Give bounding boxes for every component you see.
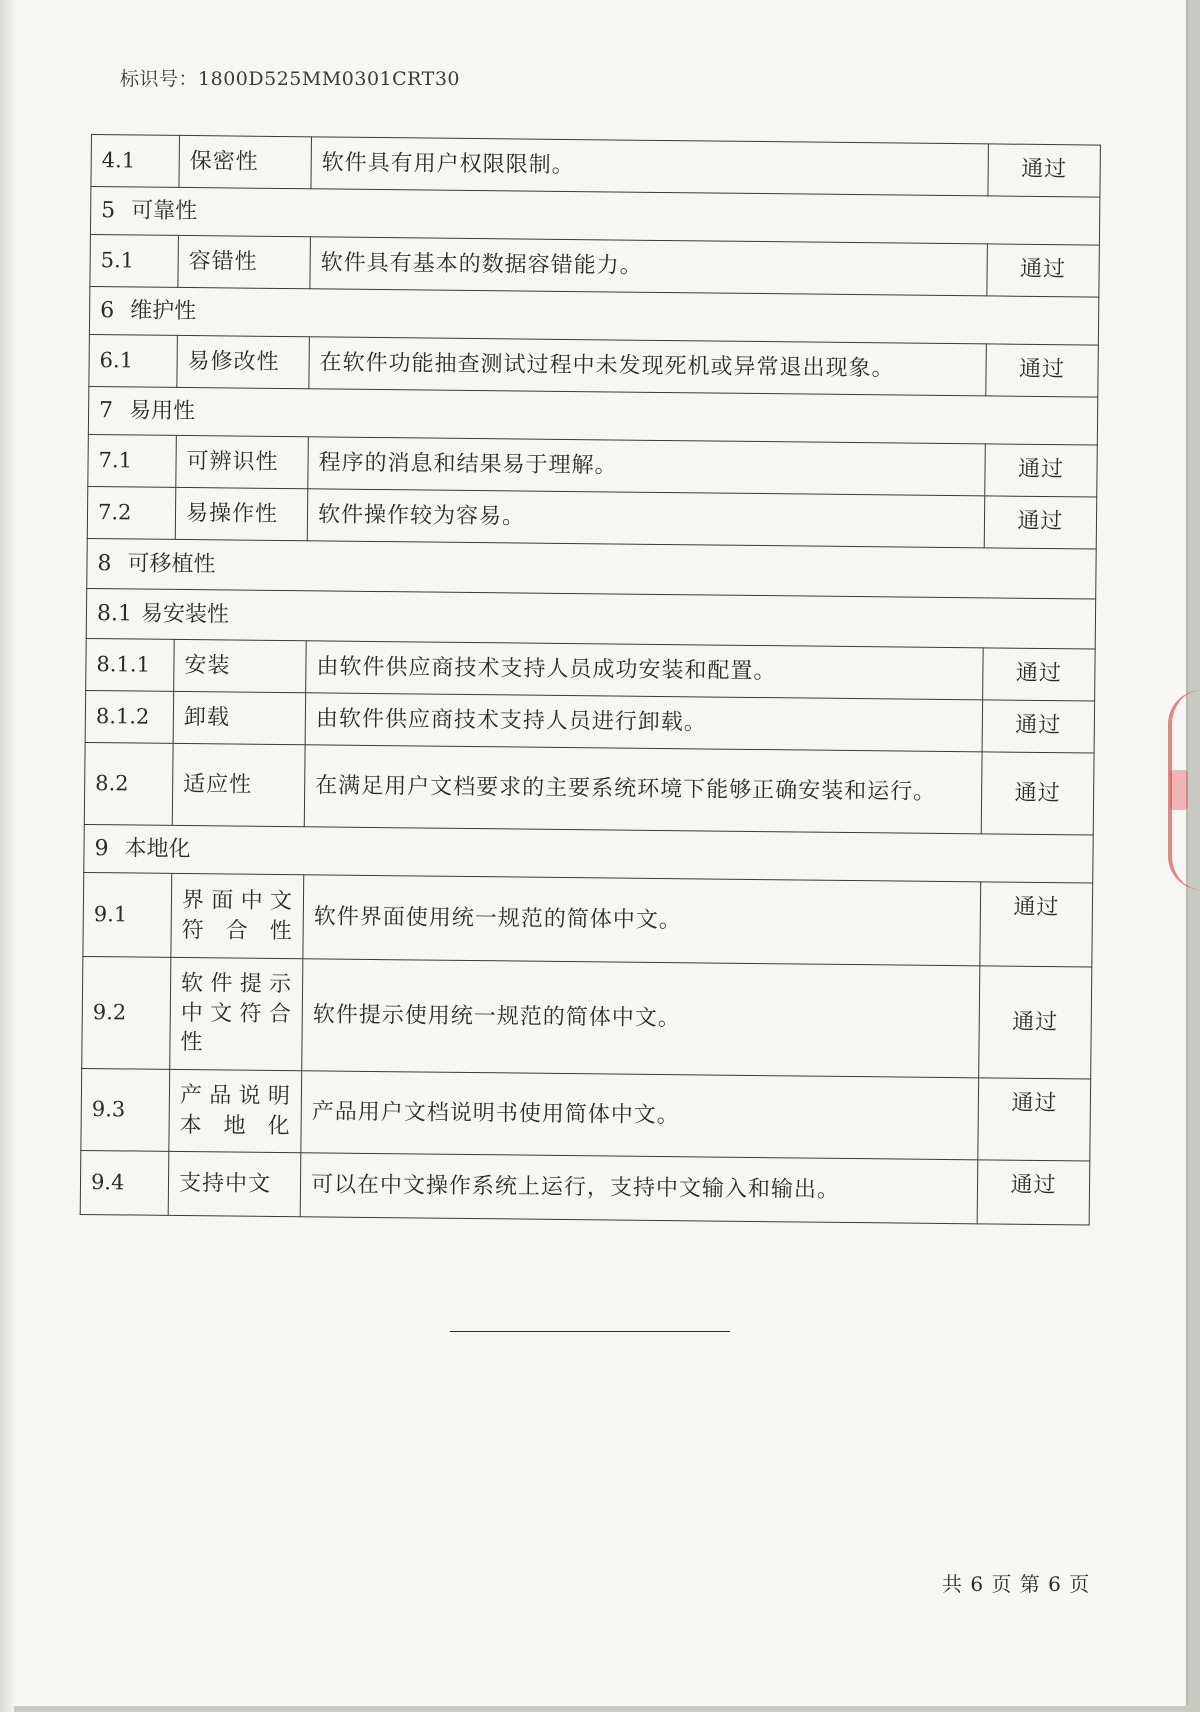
item-result: 通过 [983, 648, 1096, 701]
item-number: 8.1.2 [85, 690, 174, 743]
section-title: 可靠性 [131, 198, 198, 224]
item-name: 支持中文 [168, 1151, 301, 1216]
section-number: 7 [98, 397, 114, 423]
item-number: 7.2 [87, 486, 176, 539]
item-number: 4.1 [91, 135, 180, 188]
item-result: 通过 [978, 1078, 1091, 1161]
item-name: 适应性 [172, 743, 305, 826]
table-row [80, 1150, 1090, 1225]
item-result: 通过 [987, 244, 1100, 297]
item-result: 通过 [988, 144, 1101, 197]
item-description: 软件界面使用统一规范的简体中文。 [303, 875, 981, 966]
item-name: 卸载 [173, 691, 306, 744]
item-name: 可辨识性 [176, 435, 309, 488]
table-row [82, 956, 1092, 1079]
section-number: 6 [100, 297, 115, 323]
item-description: 产品用户文档说明书使用简体中文。 [301, 1071, 979, 1160]
red-seal-stamp-mark [1170, 770, 1188, 810]
item-number: 6.1 [89, 334, 178, 387]
test-results-table [80, 134, 1101, 1226]
item-name: 易操作性 [175, 487, 308, 540]
item-description: 在软件功能抽查测试过程中未发现死机或异常退出现象。 [309, 337, 987, 396]
section-number: 9 [94, 835, 109, 861]
page-number-footer: 共 6 页 第 6 页 [942, 1572, 1091, 1596]
item-description: 软件提示使用统一规范的简体中文。 [302, 959, 980, 1078]
test-results-table-wrapper [80, 134, 1100, 1226]
item-number: 9.2 [82, 956, 171, 1069]
item-name: 安装 [174, 639, 307, 692]
item-number: 7.1 [88, 434, 177, 487]
item-name: 软件提示中文符合性 [170, 957, 303, 1070]
item-result: 通过 [981, 752, 1094, 835]
section-number: 5 [101, 197, 116, 223]
section-title: 维护性 [130, 298, 197, 324]
document-id-label: 标识号： [120, 68, 199, 90]
table-row [83, 872, 1093, 967]
document-id-value: 1800D525MM0301CRT30 [198, 68, 460, 90]
item-result: 通过 [986, 344, 1099, 397]
item-description: 由软件供应商技术支持人员进行卸载。 [305, 693, 983, 752]
item-name: 产品说明本地化 [169, 1069, 302, 1152]
item-result: 通过 [982, 700, 1095, 753]
item-name: 保密性 [179, 135, 312, 188]
item-result: 通过 [985, 444, 1098, 497]
document-id-header [120, 64, 460, 91]
section-title: 本地化 [124, 836, 191, 862]
item-description: 可以在中文操作系统上运行，支持中文输入和输出。 [300, 1153, 978, 1224]
item-result: 通过 [979, 966, 1092, 1079]
section-number: 8 [97, 550, 112, 576]
item-description: 软件具有用户权限限制。 [311, 137, 989, 196]
end-of-document-rule [450, 1331, 730, 1332]
item-description: 软件操作较为容易。 [307, 489, 985, 548]
subsection-number: 8.1 [96, 600, 133, 627]
item-name: 容错性 [178, 235, 311, 288]
table-row [81, 1068, 1091, 1161]
item-result: 通过 [977, 1160, 1090, 1225]
item-number: 9.4 [80, 1150, 169, 1215]
item-number: 9.3 [81, 1068, 170, 1151]
item-number: 8.2 [84, 742, 173, 825]
subsection-title: 易安装性 [140, 601, 230, 628]
item-result: 通过 [984, 496, 1097, 549]
item-number: 8.1.1 [86, 638, 175, 691]
section-title: 易用性 [128, 398, 196, 424]
table-row [84, 742, 1094, 835]
item-description: 程序的消息和结果易于理解。 [308, 437, 986, 496]
item-number: 9.1 [83, 872, 172, 957]
item-description: 软件具有基本的数据容错能力。 [310, 237, 988, 296]
page-gutter-shadow [0, 0, 14, 1712]
item-description: 在满足用户文档要求的主要系统环境下能够正确安装和运行。 [304, 745, 982, 834]
section-title: 可移植性 [127, 551, 216, 577]
item-name: 易修改性 [177, 335, 310, 388]
item-description: 由软件供应商技术支持人员成功安装和配置。 [306, 641, 984, 700]
item-number: 5.1 [90, 234, 179, 287]
item-result: 通过 [980, 882, 1093, 967]
item-name: 界面中文符合性 [171, 873, 304, 958]
